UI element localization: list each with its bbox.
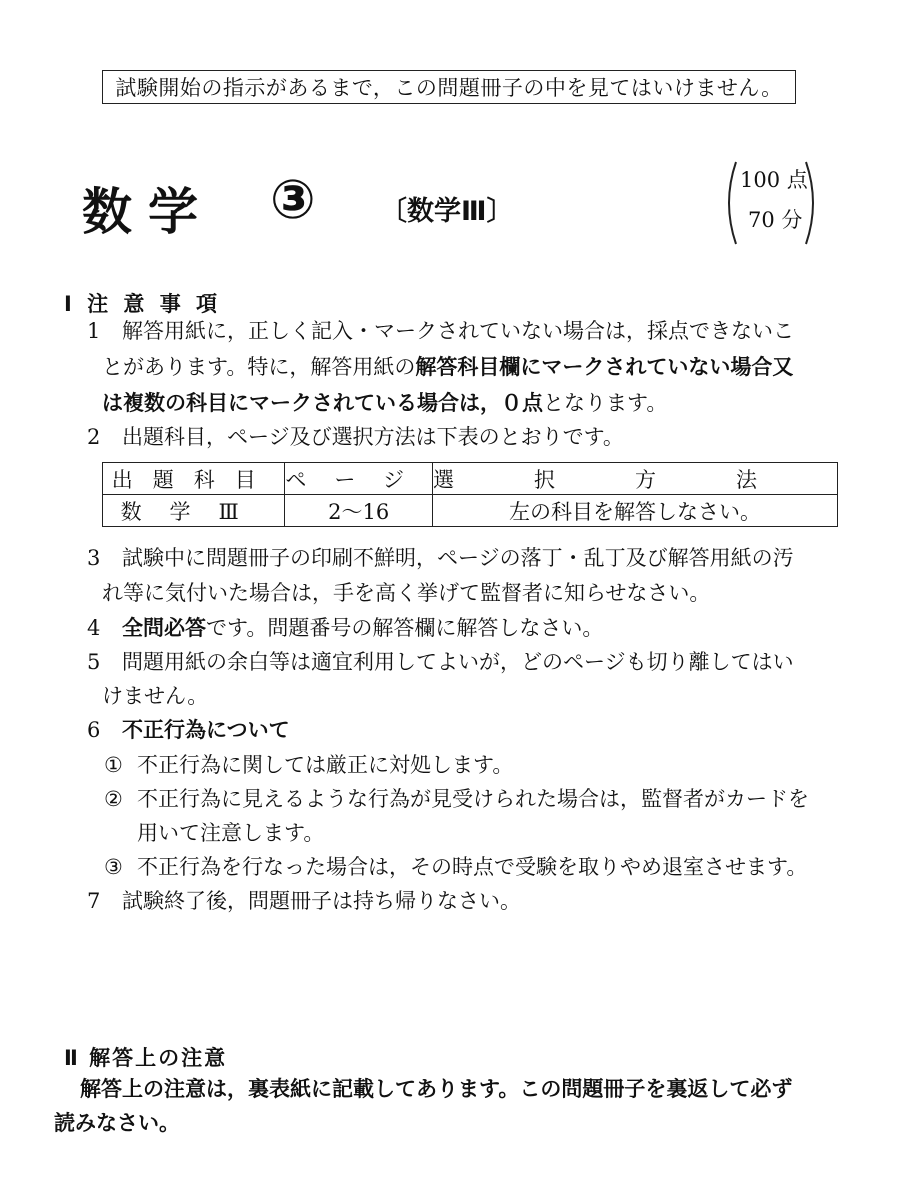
header-pages: ページ bbox=[285, 463, 433, 495]
item-2-number: 2 bbox=[87, 425, 101, 449]
item-1-line-3c: となります。 bbox=[543, 391, 668, 415]
item-7-number: 7 bbox=[87, 889, 101, 913]
subject-title: 数学 bbox=[82, 183, 214, 241]
item-1-line-2a: とがあります。特に，解答用紙の bbox=[102, 355, 416, 379]
sub-2-line-1: 不正行為に見えるような行為が見受けられた場合は，監督者がカードを bbox=[137, 787, 809, 811]
item-5-line-2: けません。 bbox=[102, 684, 209, 708]
item-1-line-3b: ０点 bbox=[501, 391, 543, 415]
item-3-line-2: れ等に気付いた場合は，手を高く挙げて監督者に知らせなさい。 bbox=[102, 581, 711, 605]
exam-meta bbox=[722, 158, 820, 248]
header-method: 選択方法 bbox=[433, 463, 838, 495]
subject-subtitle: 〔数学Ⅲ〕 bbox=[380, 196, 514, 227]
section-1-heading: Ⅰ 注 意 事 項 bbox=[64, 292, 222, 316]
sub-3-text: 不正行為を行なった場合は，その時点で受験を取りやめ退室させます。 bbox=[137, 855, 808, 879]
cell-subject: 数学Ⅲ bbox=[103, 495, 285, 527]
item-3-number: 3 bbox=[87, 546, 101, 570]
sub-2-number: ② bbox=[104, 787, 123, 811]
subject-table-row bbox=[103, 495, 838, 527]
item-6-number: 6 bbox=[87, 718, 101, 742]
sub-1-number: ① bbox=[104, 753, 123, 777]
cell-pages: 2〜16 bbox=[285, 495, 433, 527]
item-4-rest: です。問題番号の解答欄に解答しなさい。 bbox=[206, 616, 604, 640]
subject-table bbox=[102, 462, 838, 527]
cell-method: 左の科目を解答しなさい。 bbox=[433, 495, 838, 527]
sub-1-text: 不正行為に関しては厳正に対処します。 bbox=[137, 753, 514, 777]
section-2-heading: Ⅱ 解答上の注意 bbox=[64, 1046, 228, 1070]
item-1-line-1: 解答用紙に，正しく記入・マークされていない場合は，採点できないこ bbox=[122, 319, 794, 343]
item-4-number: 4 bbox=[87, 616, 101, 640]
sub-3-number: ③ bbox=[104, 855, 123, 879]
notice-text: 試験開始の指示があるまで，この問題冊子の中を見てはいけません。 bbox=[115, 76, 783, 100]
booklet-number: ③ bbox=[270, 168, 316, 231]
item-5-number: 5 bbox=[87, 650, 101, 674]
item-1-number: 1 bbox=[87, 319, 101, 343]
item-1-line-2b: 解答科目欄にマークされていない場合又 bbox=[415, 355, 794, 379]
section-2-line-2: 読みなさい。 bbox=[54, 1111, 180, 1135]
header-subject: 出題科目 bbox=[103, 463, 285, 495]
sub-2-line-2: 用いて注意します。 bbox=[137, 821, 325, 845]
item-7-text: 試験終了後，問題冊子は持ち帰りなさい。 bbox=[122, 889, 521, 913]
item-4-text bbox=[122, 613, 603, 643]
time-limit: 70 分 bbox=[748, 208, 803, 232]
subject-table-header bbox=[103, 463, 838, 495]
item-2-text: 出題科目，ページ及び選択方法は下表のとおりです。 bbox=[122, 425, 624, 449]
item-1-line-3a: は複数の科目にマークされている場合は， bbox=[102, 391, 501, 415]
score-total: 100 点 bbox=[740, 168, 808, 192]
item-6-heading: 不正行為について bbox=[122, 718, 290, 742]
item-1-line-2 bbox=[102, 352, 793, 382]
exam-start-notice bbox=[102, 70, 796, 104]
item-5-line-1: 問題用紙の余白等は適宜利用してよいが，どのページも切り離してはい bbox=[122, 650, 794, 674]
item-4-bold: 全問必答 bbox=[122, 616, 206, 640]
item-1-line-3 bbox=[102, 388, 667, 418]
section-2-line-1: 解答上の注意は，裏表紙に記載してあります。この問題冊子を裏返して必ず bbox=[80, 1077, 793, 1101]
item-3-line-1: 試験中に問題冊子の印刷不鮮明，ページの落丁・乱丁及び解答用紙の汚 bbox=[122, 546, 794, 570]
